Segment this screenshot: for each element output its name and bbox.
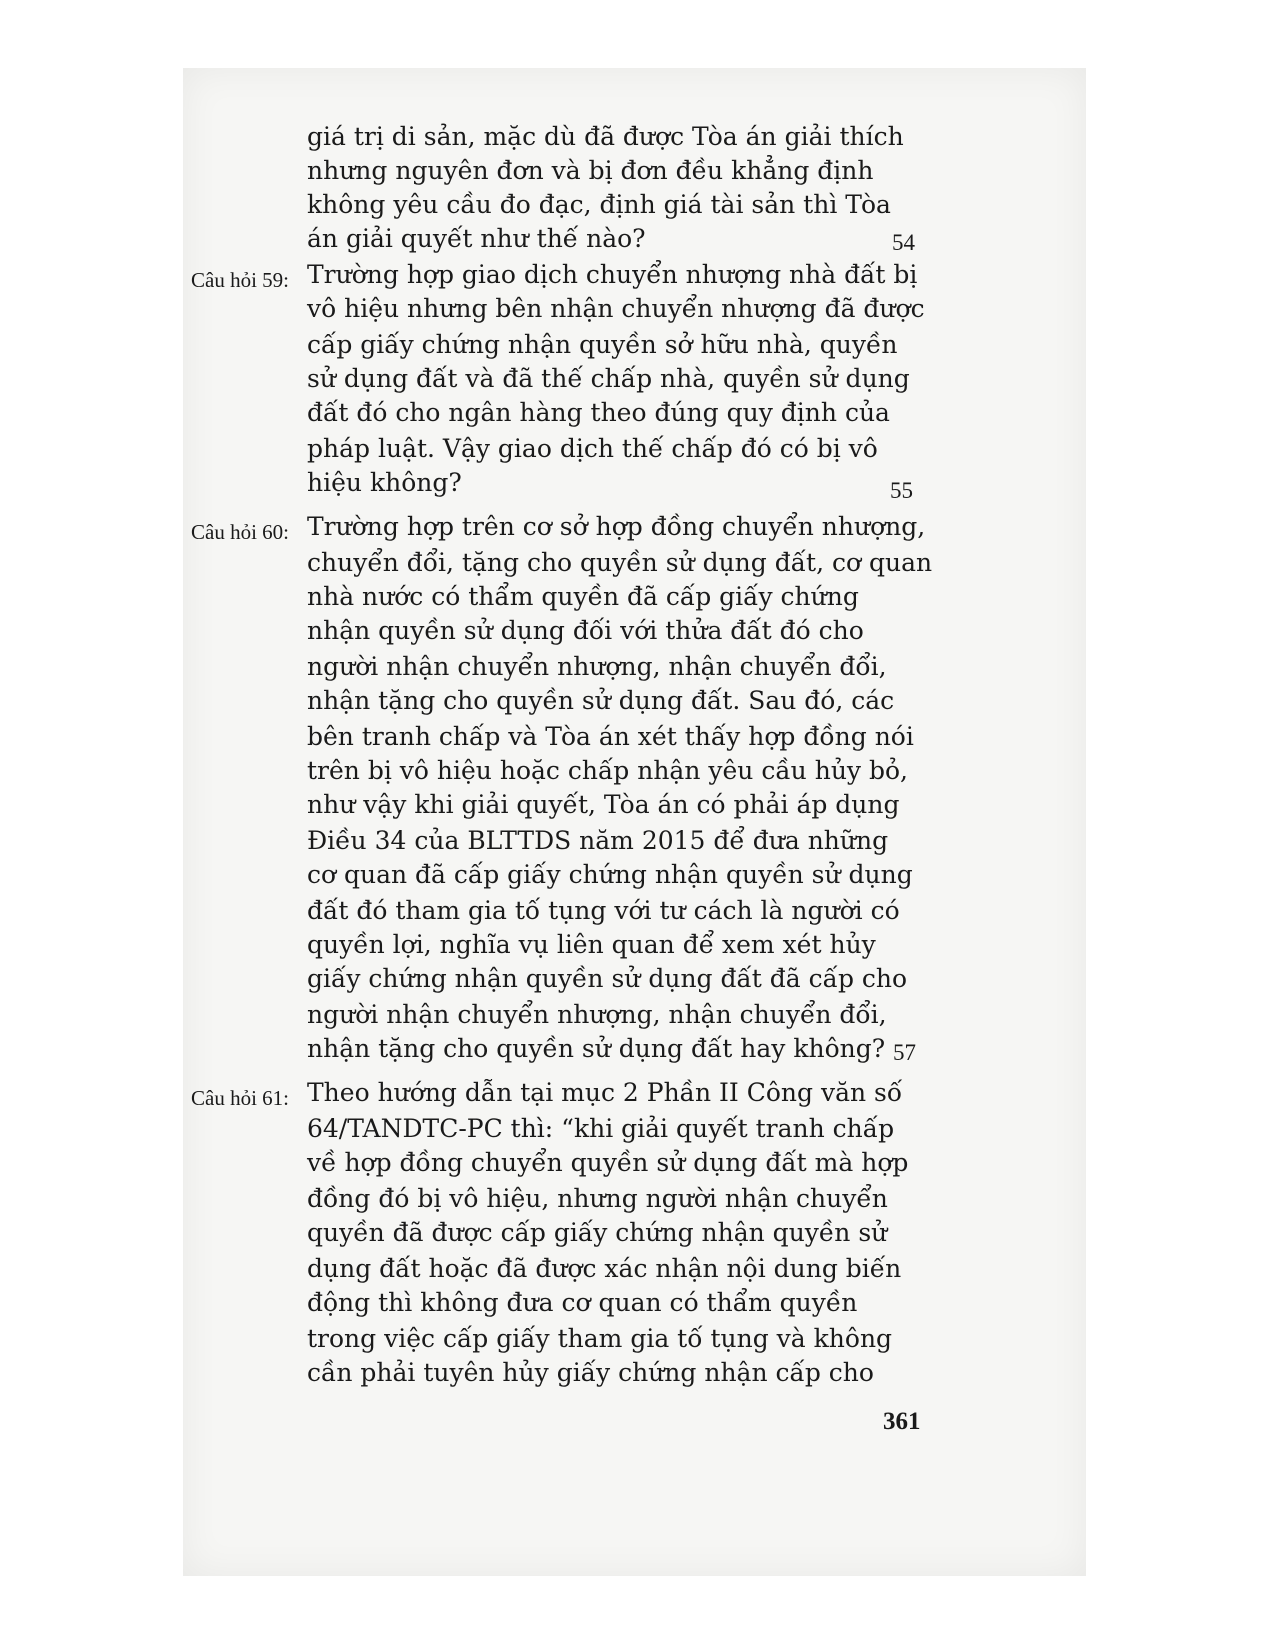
toc-page-number: 54 <box>892 230 915 255</box>
text-line: động thì không đưa cơ quan có thẩm quyền <box>307 1288 858 1317</box>
text-line: như vậy khi giải quyết, Tòa án có phải áp dụng <box>307 790 900 819</box>
text-line: người nhận chuyển nhượng, nhận chuyển đổi, <box>307 1000 887 1029</box>
text-line: dụng đất hoặc đã được xác nhận nội dung biến <box>307 1254 902 1283</box>
text-line: chuyển đổi, tặng cho quyền sử dụng đất, cơ quan <box>307 548 933 577</box>
text-line: nhưng nguyên đơn và bị đơn đều khẳng định <box>307 156 874 185</box>
text-line: 64/TANDTC-PC thì: “khi giải quyết tranh chấp <box>307 1114 895 1143</box>
text-line: về hợp đồng chuyển quyền sử dụng đất mà hợp <box>307 1148 909 1177</box>
text-line: trên bị vô hiệu hoặc chấp nhận yêu cầu hủy bỏ, <box>307 756 908 785</box>
text-line: Trường hợp trên cơ sở hợp đồng chuyển nhượng, <box>307 512 926 541</box>
text-line: bên tranh chấp và Tòa án xét thấy hợp đồng nói <box>307 722 914 751</box>
text-line: đồng đó bị vô hiệu, nhưng người nhận chuyển <box>307 1184 888 1213</box>
text-line: giá trị di sản, mặc dù đã được Tòa án giải thích <box>307 122 904 151</box>
question-label: Câu hỏi 60: <box>191 520 289 544</box>
text-line: nhận quyền sử dụng đối với thửa đất đó cho <box>307 616 864 645</box>
text-line: đất đó cho ngân hàng theo đúng quy định của <box>307 398 890 427</box>
text-line: giấy chứng nhận quyền sử dụng đất đã cấp cho <box>307 964 908 993</box>
text-line: cấp giấy chứng nhận quyền sở hữu nhà, quyền <box>307 330 898 359</box>
text-line: án giải quyết như thế nào? <box>307 224 646 253</box>
text-line: người nhận chuyển nhượng, nhận chuyển đổi, <box>307 652 887 681</box>
toc-page-number: 57 <box>893 1040 916 1065</box>
text-line: cần phải tuyên hủy giấy chứng nhận cấp cho <box>307 1358 874 1387</box>
text-line: pháp luật. Vậy giao dịch thế chấp đó có bị vô <box>307 434 878 463</box>
question-label: Câu hỏi 59: <box>191 268 289 292</box>
text-line: trong việc cấp giấy tham gia tố tụng và không <box>307 1324 893 1353</box>
text-line: không yêu cầu đo đạc, định giá tài sản thì Tòa <box>307 190 891 219</box>
text-line: Theo hướng dẫn tại mục 2 Phần II Công văn số <box>307 1078 903 1107</box>
question-label: Câu hỏi 61: <box>191 1086 289 1110</box>
toc-page-number: 55 <box>890 478 913 503</box>
book-page <box>183 68 1086 1576</box>
text-line: nhận tặng cho quyền sử dụng đất hay không? <box>307 1034 886 1063</box>
text-line: vô hiệu nhưng bên nhận chuyển nhượng đã được <box>307 294 925 323</box>
text-line: đất đó tham gia tố tụng với tư cách là người có <box>307 896 900 925</box>
text-line: nhận tặng cho quyền sử dụng đất. Sau đó, các <box>307 686 895 715</box>
text-line: nhà nước có thẩm quyền đã cấp giấy chứng <box>307 582 859 611</box>
text-line: Điều 34 của BLTTDS năm 2015 để đưa những <box>307 826 889 855</box>
text-line: hiệu không? <box>307 468 462 497</box>
text-line: cơ quan đã cấp giấy chứng nhận quyền sử dụng <box>307 860 913 889</box>
text-line: quyền đã được cấp giấy chứng nhận quyền sử <box>307 1218 888 1247</box>
page-folio: 361 <box>883 1408 921 1435</box>
text-line: sử dụng đất và đã thế chấp nhà, quyền sử dụng <box>307 364 910 393</box>
text-line: Trường hợp giao dịch chuyển nhượng nhà đất bị <box>307 260 918 289</box>
text-line: quyền lợi, nghĩa vụ liên quan để xem xét hủy <box>307 930 876 959</box>
